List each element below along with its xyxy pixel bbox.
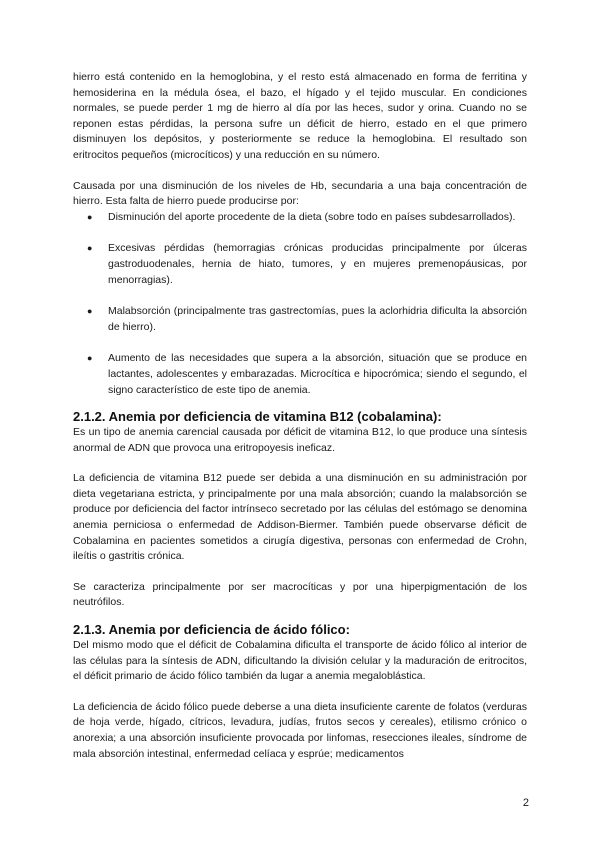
list-item-text: Excesivas pérdidas (hemorragias crónicas producidas principalmente por úlceras gastroduodenales, hernia de hiato, tumores, y en mujeres premenopáusicas, por menorragias). (108, 242, 527, 286)
bullet-icon: ● (87, 211, 93, 222)
paragraph-iron-deficiency-cause: Causada por una disminución de los niveles de Hb, secundaria a una baja concentración de hierro. Esta falta de hierro puede producirse por: (73, 179, 527, 208)
heading-b12-anemia: 2.1.2. Anemia por deficiencia de vitamina B12 (cobalamina): (73, 409, 442, 425)
paragraph-b12-definition: Es un tipo de anemia carencial causada por déficit de vitamina B12, lo que produce una síntesis anormal de ADN que provoca una eritropoyesis ineficaz. (73, 426, 527, 454)
list-item-text: Aumento de las necesidades que supera a la absorción, situación que se produce en lactantes, adolescentes y embarazadas. Microcítica e hipocrómica; siendo el segundo, el signo característico de este tipo de anemia. (108, 352, 527, 396)
list-item (73, 351, 527, 398)
paragraph-folic-definition: Del mismo modo que el déficit de Cobalamina dificulta el transporte de ácido fólico al interior de las células para la síntesis de ADN, dificultando la división celular y la maduración de eritrocitos, el déficit primario de ácido fólico también da lugar a anemia megaloblástica. (73, 639, 527, 683)
paragraph-b12-causes: La deficiencia de vitamina B12 puede ser debida a una disminución en su administración por dieta vegetariana estricta, y principalmente por una mala absorción; cuando la malabsorción se produce por deficiencia del factor intrínseco secretado por las células del estómago se denomina anemia perniciosa o enfermedad de Addison-Biermer. También puede observarse déficit de Cobalamina en pacientes sometidos a cirugía digestiva, personas con enfermedad de Crohn, ileítis o gastritis crónica. (73, 472, 527, 563)
bullet-icon: ● (87, 306, 93, 317)
list-item-text: Disminución del aporte procedente de la dieta (sobre todo en países subdesarrollados). (108, 210, 516, 223)
paragraph-iron-storage: hierro está contenido en la hemoglobina, y el resto está almacenado en forma de ferritina y hemosiderina en la médula ósea, el bazo, el hígado y el tejido muscular. En condiciones normales, se puede perder 1 mg de hierro al día por las heces, sudor y orina. Cuando no se reponen estas pérdidas, la persona sufre un déficit de hierro, estado en el que primero disminuyen los depósitos, y posteriormente se reduce la hemoglobina. El resultado son eritrocitos pequeños (microcíticos) y una reducción en su número. (73, 71, 527, 161)
list-item (73, 241, 527, 288)
paragraph-b12-characteristics: Se caracteriza principalmente por ser macrocíticas y por una hiperpigmentación de los neutrófilos. (73, 580, 527, 609)
causes-list (73, 210, 527, 398)
page-content (73, 70, 527, 762)
bullet-icon: ● (87, 243, 93, 254)
paragraph-folic-causes: La deficiencia de ácido fólico puede deberse a una dieta insuficiente carente de folatos (verduras de hoja verde, hígado, cítricos, levadura, judías, frutos secos y cereales), etilismo crónico o anorexia; a una absorción insuficiente provocada por linfomas, resecciones ileales, síndrome de mala absorción intestinal, enfermedad celíaca y esprúe; medicamentos (73, 700, 527, 760)
list-item (73, 210, 527, 226)
list-item-text: Malabsorción (principalmente tras gastrectomías, pues la aclorhidria dificulta la absorción de hierro). (108, 305, 527, 333)
list-item (73, 304, 527, 335)
page-number: 2 (522, 797, 529, 809)
heading-folic-anemia: 2.1.3. Anemia por deficiencia de ácido fólico: (73, 622, 350, 638)
bullet-icon: ● (87, 353, 93, 364)
